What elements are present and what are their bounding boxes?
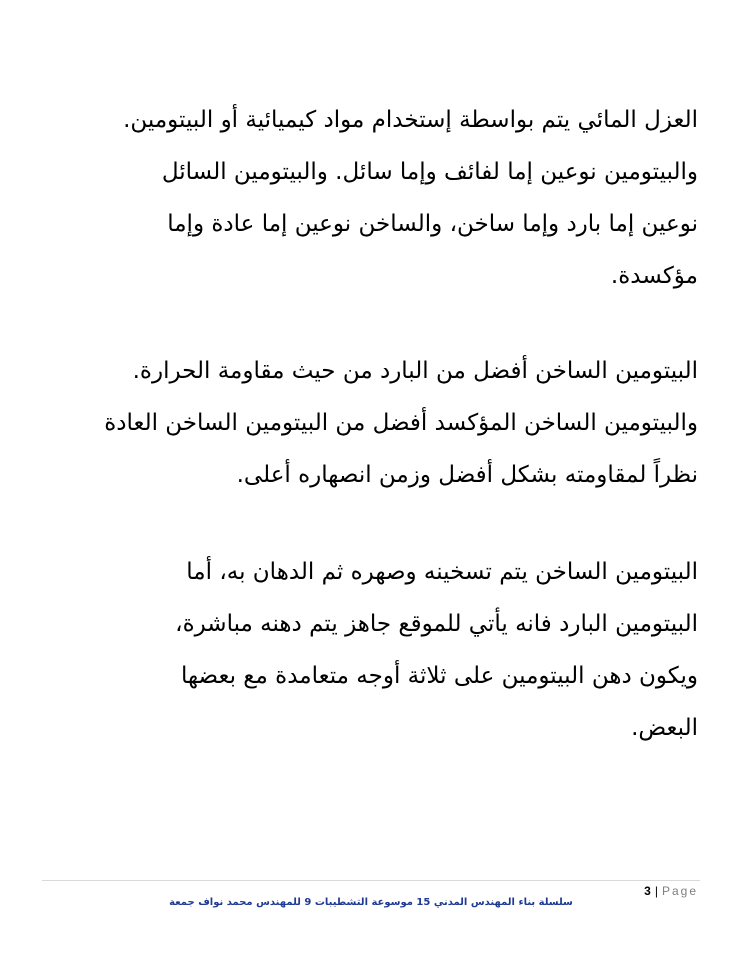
footer-series-title: سلسلة بناء المهندس المدني 15 موسوعة التشطيبات 9 للمهندس محمد نواف جمعة (169, 897, 573, 908)
paragraph-text (40, 94, 698, 302)
paragraph-line: نظراً لمقاومته بشكل أفضل وزمن انصهاره أعلى. (236, 462, 698, 488)
paragraph-line: والبيتومين نوعين إما لفائف وإما سائل. والبيتومين السائل (161, 159, 698, 185)
paragraph-hot-bitumen-comparison (40, 345, 698, 501)
paragraph-waterproofing-intro (40, 94, 698, 302)
paragraph-line: البيتومين البارد فانه يأتي للموقع جاهز يتم دهنه مباشرة، (175, 611, 698, 637)
paragraph-line: العزل المائي يتم بواسطة إستخدام مواد كيميائية أو البيتومين. (123, 107, 698, 133)
paragraph-text (40, 546, 698, 754)
paragraph-line: البيتومين الساخن يتم تسخينه وصهره ثم الدهان به، أما (186, 559, 698, 585)
paragraph-line: البيتومين الساخن أفضل من البارد من حيث مقاومة الحرارة. (132, 358, 698, 384)
paragraph-text (40, 345, 698, 501)
page-number-separator: | (654, 884, 658, 898)
paragraph-line: مؤكسدة. (610, 263, 698, 289)
paragraph-line: ويكون دهن البيتومين على ثلاثة أوجه متعامدة مع بعضها (180, 663, 698, 689)
page-number (644, 884, 698, 898)
footer-divider (42, 880, 700, 881)
paragraph-application-method (40, 546, 698, 754)
paragraph-line: البعض. (631, 715, 698, 741)
paragraph-line: نوعين إما بارد وإما ساخن، والساخن نوعين إما عادة وإما (167, 211, 698, 237)
paragraph-line: والبيتومين الساخن المؤكسد أفضل من البيتومين الساخن العادة (104, 410, 698, 436)
page-number-value: 3 (644, 884, 651, 898)
page-word: Page (661, 884, 698, 898)
